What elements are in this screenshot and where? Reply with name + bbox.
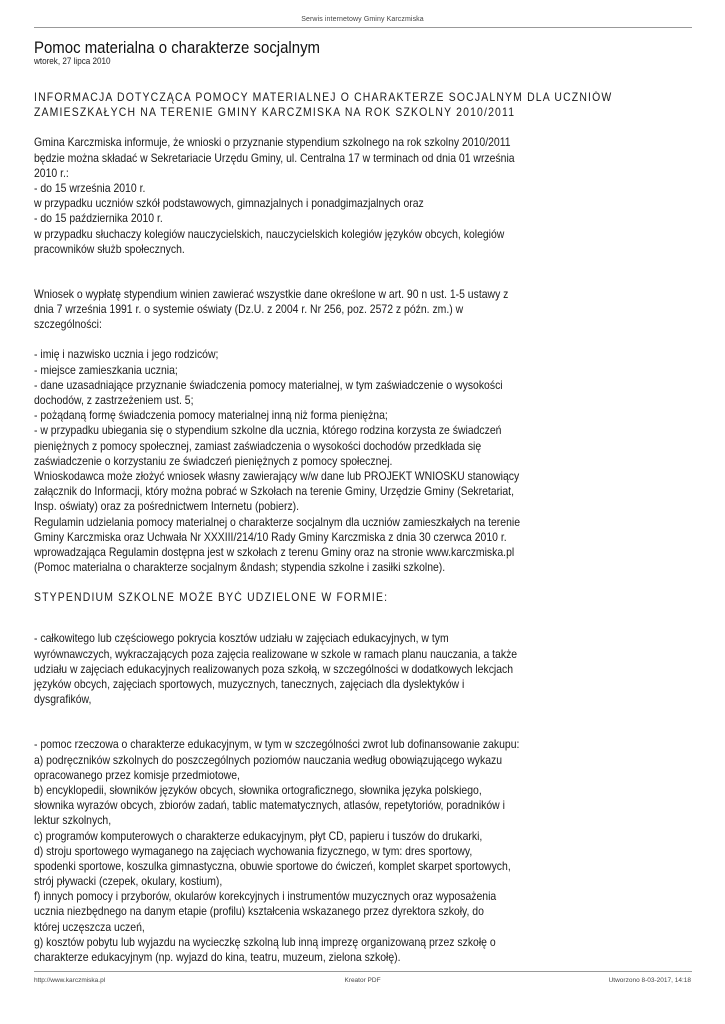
text-line: 2010 r.: (34, 166, 69, 180)
text-line: - całkowitego lub częściowego pokrycia kosztów udziału w zajęciach edukacyjnych, w tym (34, 632, 449, 646)
text-line: - do 15 września 2010 r. (34, 181, 146, 195)
list-item: - imię i nazwisko ucznia i jego rodziców; (34, 348, 219, 362)
text-line: Wniosek o wypłatę stypendium winien zawierać wszystkie dane określone w art. 90 n ust. 1-5 ustawy z (34, 287, 509, 301)
text-line: lektur szkolnych, (34, 814, 112, 828)
text-line: będzie można składać w Sekretariacie Urzędu Gminy, ul. Centralna 17 w terminach od dnia 01 września (34, 151, 515, 165)
text-line: Insp. oświaty) oraz za pośrednictwem Internetu (pobierz). (34, 500, 300, 514)
section-heading: STYPENDIUM SZKOLNE MOŻE BYĆ UDZIELONE W FORMIE: (34, 591, 389, 605)
text-line: ucznia niezbędnego na danym etapie (profilu) kształcenia wskazanego przez dyrektora szkoły, do (34, 905, 484, 919)
text-line: a) podręczników szkolnych do poszczególnych poziomów nauczania według obowiązującego wykazu (34, 753, 503, 767)
intro-paragraph (34, 135, 682, 257)
text-line: wyrównawczych, wykraczających poza zajęcia realizowane w szkole w ramach planu nauczania, a także (34, 647, 518, 661)
text-line: dysgrafików, (34, 693, 92, 707)
text-line: udziału w zajęciach edukacyjnych realizowanych poza szkołą, w szczególności w dodatkowych lekcjach (34, 662, 514, 676)
footer-generator: Kreator PDF (344, 977, 381, 984)
footer-divider (34, 971, 692, 972)
site-header: Serwis internetowy Gminy Karczmiska (301, 16, 424, 23)
text-line: g) kosztów pobytu lub wyjazdu na wycieczkę szkolną lub inną imprezę organizowaną przez szkołę o (34, 935, 496, 949)
text-line: Wnioskodawca może złożyć wniosek własny zawierający w/w dane lub PROJEKT WNIOSKU stanowiący (34, 469, 520, 483)
page-title: Pomoc materialna o charakterze socjalnym (34, 38, 321, 57)
list-item: - miejsce zamieszkania ucznia; (34, 363, 178, 377)
text-line: d) stroju sportowego wymaganego na zajęciach wychowania fizycznego, w tym: dres sportowy, (34, 844, 473, 858)
text-line: charakterze edukacyjnym (np. wyjazd do kina, teatru, muzeum, zielona szkołę). (34, 951, 401, 964)
text-line: - do 15 października 2010 r. (34, 212, 163, 226)
list-item: pieniężnych z pomocy społecznej, zamiast zaświadczenia o wysokości dochodów przedkłada się (34, 439, 482, 453)
form-item-2 (34, 737, 682, 965)
text-line: wprowadzająca Regulamin dostępna jest w szkołach z terenu Gminy oraz na stronie www.karczmiska.pl (34, 545, 515, 559)
list-item: - pożądaną formę świadczenia pomocy materialnej inną niż forma pieniężna; (34, 409, 388, 423)
text-line: - pomoc rzeczowa o charakterze edukacyjnym, w tym w szczególności zwrot lub dofinansowanie zakupu: (34, 738, 520, 752)
article-date: wtorek, 27 lipca 2010 (34, 56, 111, 66)
text-line: spodenki sportowe, koszulka gimnastyczna, obuwie sportowe do ćwiczeń, komplet skarpet sportowych, (34, 859, 511, 873)
text-line: pracowników służb społecznych. (34, 242, 185, 256)
heading-line: INFORMACJA DOTYCZĄCA POMOCY MATERIALNEJ O CHARAKTERZE SOCJALNYM DLA UCZNIÓW (34, 91, 613, 104)
text-line: b) encyklopedii, słowników języków obcych, słownika ortograficznego, słownika języka polskiego, (34, 783, 482, 797)
footer-created-date: Utworzono 8-03-2017, 14:18 (608, 977, 691, 984)
text-line: szczególności: (34, 318, 102, 332)
text-line: załącznik do Informacji, który można pobrać w Szkołach na terenie Gminy, Urzędzie Gminy (Sekretariat, (34, 485, 514, 499)
text-line: w przypadku uczniów szkół podstawowych, gimnazjalnych i ponadgimazjalnych oraz (34, 197, 424, 211)
list-item: - dane uzasadniające przyznanie świadczenia pomocy materialnej, w tym zaświadczenie o wysokości (34, 378, 503, 392)
wniosek-paragraph (34, 287, 682, 333)
text-line: w przypadku słuchaczy kolegiów nauczycielskich, nauczycielskich kolegiów języków obcych, kolegiów (34, 227, 505, 241)
list-item: dochodów, z zastrzeżeniem ust. 5; (34, 394, 194, 407)
text-line: c) programów komputerowych o charakterze edukacyjnym, płyt CD, papieru i tuszów do drukarki, (34, 829, 483, 843)
footer-url-link[interactable]: http://www.karczmiska.pl (34, 977, 106, 984)
list-item: zaświadczenie o korzystaniu ze świadczeń pieniężnych z pomocy społecznej. (34, 454, 393, 468)
text-line: której uczęszcza uczeń, (34, 920, 145, 934)
text-line: Regulamin udzielania pomocy materialnej o charakterze socjalnym dla uczniów zamieszkałych na terenie (34, 515, 521, 529)
text-line: Gminy Karczmiska oraz Uchwała Nr XXXIII/214/10 Rady Gminy Karczmiska z dnia 30 czerwca 2010 r. (34, 530, 507, 544)
text-line: Gmina Karczmiska informuje, że wnioski o przyznanie stypendium szkolnego na rok szkolny 2010/2011 (34, 136, 511, 150)
text-line: języków obcych, zajęciach sportowych, muzycznych, tanecznych, zajęciach dla dyslektyków i (34, 678, 465, 691)
text-line: słownika wyrazów obcych, zbiorów zadań, tablic matematycznych, atlasów, repetytoriów, poradników i (34, 799, 505, 813)
list-item: - w przypadku ubiegania się o stypendium szkolne dla ucznia, którego rodzina korzysta ze świadczeń (34, 424, 502, 438)
text-line: strój pływacki (czepek, okulary, kostium), (34, 875, 223, 889)
requirements-list (34, 347, 682, 575)
text-line: f) innych pomocy i przyborów, okularów korekcyjnych i instrumentów muzycznych oraz wyposażenia (34, 890, 497, 904)
article-body (34, 90, 682, 965)
text-line: opracowanego przez komisje przedmiotowe, (34, 768, 240, 782)
header-divider (34, 27, 692, 28)
heading-line: ZAMIESZKAŁYCH NA TERENIE GMINY KARCZMISKA NA ROK SZKOLNY 2010/2011 (34, 106, 516, 120)
text-line: dnia 7 września 1991 r. o systemie oświaty (Dz.U. z 2004 r. Nr 256, poz. 2572 z późn. zm.) w (34, 303, 464, 317)
form-item-1 (34, 631, 682, 707)
text-line: (Pomoc materialna o charakterze socjalnym &ndash; stypendia szkolne i zasiłki szkolne). (34, 561, 446, 575)
heading-block (34, 90, 682, 120)
